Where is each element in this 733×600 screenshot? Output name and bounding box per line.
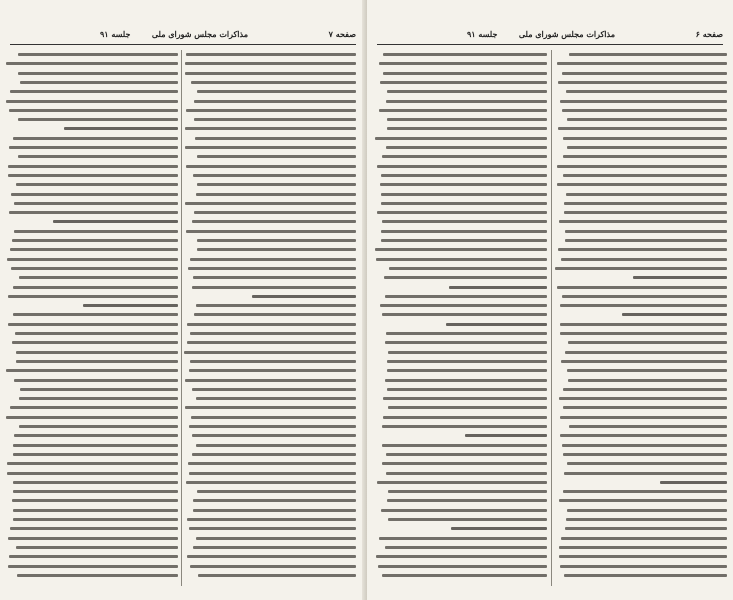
text-line: [196, 304, 356, 307]
text-line: [389, 267, 547, 270]
text-line: [13, 509, 178, 512]
text-line: [386, 332, 547, 335]
text-line: [8, 537, 178, 540]
text-line: [380, 304, 547, 307]
text-line: [8, 323, 178, 326]
text-line: [196, 193, 356, 196]
text-line: [6, 100, 178, 103]
text-line: [567, 509, 727, 512]
text-line: [14, 379, 178, 382]
text-line: [387, 360, 547, 363]
text-line: [197, 239, 356, 242]
text-line: [385, 341, 547, 344]
text-line: [18, 72, 178, 75]
text-line: [565, 239, 727, 242]
text-line: [190, 360, 356, 363]
right-page-column-divider: [551, 50, 552, 586]
text-line: [193, 174, 356, 177]
text-line: [560, 304, 727, 307]
text-line: [558, 248, 727, 251]
text-line: [15, 332, 178, 335]
text-line: [385, 546, 547, 549]
text-line: [186, 109, 356, 112]
text-line: [193, 509, 356, 512]
text-line: [6, 416, 178, 419]
text-line: [387, 369, 547, 372]
text-line: [566, 193, 727, 196]
text-line: [13, 137, 178, 140]
text-line: [9, 211, 178, 214]
text-line: [193, 499, 356, 502]
text-line: [386, 472, 547, 475]
text-line: [6, 369, 178, 372]
text-line: [198, 574, 357, 577]
text-line: [192, 434, 356, 437]
left-page-right-column: [184, 50, 356, 586]
text-line: [381, 239, 547, 242]
text-line: [562, 444, 727, 447]
text-line: [16, 351, 178, 354]
text-line: [10, 248, 178, 251]
text-line: [383, 72, 547, 75]
text-line: [451, 527, 547, 530]
text-line: [387, 118, 547, 121]
text-line: [8, 565, 178, 568]
text-line: [13, 453, 178, 456]
text-line: [560, 100, 727, 103]
text-line: [560, 323, 727, 326]
text-line: [385, 379, 547, 382]
text-line: [387, 388, 547, 391]
text-line: [191, 416, 356, 419]
text-line: [185, 127, 356, 130]
text-line: [19, 425, 178, 428]
text-line: [188, 462, 356, 465]
text-line: [8, 295, 178, 298]
text-line: [383, 416, 547, 419]
text-line: [189, 527, 356, 530]
text-line: [381, 193, 547, 196]
text-line: [7, 258, 178, 261]
text-line: [568, 379, 727, 382]
text-line: [382, 155, 547, 158]
text-line: [563, 388, 727, 391]
text-line: [186, 53, 356, 56]
text-line: [559, 499, 727, 502]
text-line: [379, 537, 547, 540]
text-line: [194, 211, 356, 214]
left-page-column-divider: [181, 50, 182, 586]
text-line: [465, 434, 547, 437]
left-page-session-label: جلسه ۹۱: [100, 29, 131, 39]
right-page-running-title: مذاکرات مجلس شورای ملی: [518, 29, 615, 39]
text-line: [185, 72, 356, 75]
text-line: [187, 323, 356, 326]
text-line: [555, 267, 727, 270]
text-line: [192, 388, 356, 391]
text-line: [385, 295, 548, 298]
text-line: [185, 379, 356, 382]
text-line: [8, 174, 178, 177]
text-line: [557, 183, 727, 186]
text-line: [382, 444, 547, 447]
text-line: [13, 286, 178, 289]
text-line: [562, 72, 727, 75]
text-line: [387, 90, 547, 93]
text-line: [16, 546, 178, 549]
text-line: [192, 286, 356, 289]
text-line: [388, 351, 547, 354]
text-line: [185, 202, 356, 205]
text-line: [252, 295, 356, 298]
text-line: [12, 499, 178, 502]
left-page-header-rule: [10, 44, 356, 45]
text-line: [557, 286, 727, 289]
text-line: [192, 453, 356, 456]
text-line: [387, 499, 547, 502]
text-line: [376, 258, 547, 261]
text-line: [16, 183, 178, 186]
text-line: [381, 230, 547, 233]
text-line: [560, 565, 727, 568]
text-line: [386, 100, 547, 103]
text-line: [9, 146, 178, 149]
text-line: [567, 118, 727, 121]
text-line: [195, 137, 356, 140]
right-page-header-rule: [377, 44, 723, 45]
text-line: [564, 574, 727, 577]
text-line: [189, 369, 356, 372]
text-line: [13, 444, 178, 447]
text-line: [387, 127, 547, 130]
text-line: [193, 276, 356, 279]
text-line: [194, 118, 356, 121]
text-line: [187, 341, 356, 344]
text-line: [388, 490, 547, 493]
text-line: [187, 555, 356, 558]
left-page-running-title: مذاکرات مجلس شورای ملی: [151, 29, 248, 39]
text-line: [379, 109, 547, 112]
text-line: [566, 90, 727, 93]
text-line: [384, 276, 547, 279]
text-line: [559, 220, 727, 223]
text-line: [190, 565, 356, 568]
text-line: [386, 146, 547, 149]
text-line: [6, 62, 178, 65]
text-line: [64, 127, 178, 130]
text-line: [13, 490, 178, 493]
text-line: [197, 90, 356, 93]
text-line: [7, 472, 178, 475]
text-line: [13, 313, 178, 316]
right-page-header: [375, 29, 725, 43]
text-line: [449, 286, 547, 289]
text-line: [9, 555, 178, 558]
text-line: [184, 351, 356, 354]
text-line: [14, 202, 178, 205]
text-line: [562, 295, 727, 298]
text-line: [17, 574, 178, 577]
text-line: [381, 174, 547, 177]
text-line: [660, 481, 727, 484]
text-line: [388, 406, 547, 409]
text-line: [196, 444, 356, 447]
text-line: [7, 462, 178, 465]
text-line: [18, 155, 178, 158]
text-line: [20, 388, 178, 391]
text-line: [187, 518, 356, 521]
text-line: [185, 406, 356, 409]
text-line: [197, 183, 356, 186]
text-line: [197, 248, 356, 251]
text-line: [380, 183, 547, 186]
right-page-session-label: جلسه ۹۱: [467, 29, 498, 39]
right-page-number: صفحه ۶: [695, 29, 723, 39]
text-line: [386, 453, 547, 456]
text-line: [565, 351, 727, 354]
text-line: [10, 90, 178, 93]
text-line: [197, 490, 356, 493]
text-line: [190, 258, 356, 261]
text-line: [561, 360, 727, 363]
text-line: [375, 248, 547, 251]
text-line: [186, 481, 357, 484]
text-line: [8, 165, 178, 168]
text-line: [18, 53, 178, 56]
text-line: [567, 462, 727, 465]
text-line: [378, 565, 547, 568]
text-line: [12, 239, 178, 242]
text-line: [193, 546, 356, 549]
text-line: [382, 425, 547, 428]
text-line: [19, 397, 178, 400]
text-line: [20, 81, 178, 84]
text-line: [83, 304, 178, 307]
left-page-header: [8, 29, 358, 43]
left-page-left-column: [6, 50, 178, 586]
text-line: [561, 537, 727, 540]
text-line: [633, 276, 727, 279]
text-line: [557, 165, 727, 168]
text-line: [563, 406, 727, 409]
text-line: [189, 472, 356, 475]
text-line: [558, 127, 727, 130]
text-line: [622, 313, 727, 316]
text-line: [558, 81, 728, 84]
text-line: [197, 155, 356, 158]
text-line: [382, 220, 547, 223]
text-line: [561, 258, 727, 261]
text-line: [564, 211, 727, 214]
text-line: [381, 509, 547, 512]
text-line: [9, 109, 178, 112]
text-line: [563, 137, 727, 140]
text-line: [559, 555, 727, 558]
text-line: [19, 276, 178, 279]
text-line: [189, 425, 356, 428]
text-line: [194, 100, 356, 103]
text-line: [14, 434, 178, 437]
text-line: [188, 267, 356, 270]
text-line: [560, 434, 727, 437]
text-line: [381, 202, 547, 205]
text-line: [569, 53, 727, 56]
text-line: [376, 555, 547, 558]
text-line: [13, 518, 178, 521]
text-line: [559, 546, 727, 549]
text-line: [564, 472, 727, 475]
text-line: [380, 81, 547, 84]
left-page: [0, 0, 366, 600]
text-line: [16, 360, 178, 363]
text-line: [377, 211, 547, 214]
text-line: [375, 137, 547, 140]
text-line: [194, 313, 356, 316]
text-line: [377, 165, 547, 168]
text-line: [191, 81, 356, 84]
left-page-number: صفحه ۷: [328, 29, 356, 39]
right-page-right-column: [555, 50, 727, 586]
text-line: [565, 527, 727, 530]
text-line: [383, 397, 547, 400]
text-line: [377, 481, 547, 484]
text-line: [10, 406, 178, 409]
text-line: [11, 267, 178, 270]
text-line: [566, 518, 727, 521]
text-line: [190, 332, 356, 335]
text-line: [565, 230, 727, 233]
text-line: [563, 155, 727, 158]
text-line: [192, 220, 356, 223]
text-line: [560, 332, 727, 335]
text-line: [10, 527, 178, 530]
right-page: [367, 0, 733, 600]
text-line: [446, 323, 547, 326]
text-line: [185, 62, 356, 65]
text-line: [562, 109, 727, 112]
text-line: [559, 397, 727, 400]
text-line: [567, 146, 727, 149]
text-line: [563, 174, 727, 177]
text-line: [563, 490, 727, 493]
text-line: [186, 230, 356, 233]
text-line: [563, 453, 727, 456]
text-line: [382, 313, 547, 316]
text-line: [185, 146, 356, 149]
text-line: [383, 53, 547, 56]
text-line: [53, 220, 178, 223]
text-line: [568, 341, 727, 344]
text-line: [13, 481, 178, 484]
text-line: [186, 165, 356, 168]
text-line: [379, 62, 547, 65]
text-line: [12, 341, 178, 344]
text-line: [196, 397, 356, 400]
text-line: [567, 369, 727, 372]
right-page-left-column: [375, 50, 547, 586]
text-line: [14, 230, 178, 233]
text-line: [196, 537, 356, 540]
text-line: [569, 425, 727, 428]
text-line: [18, 118, 178, 121]
text-line: [564, 202, 727, 205]
text-line: [557, 62, 727, 65]
text-line: [382, 574, 547, 577]
text-line: [560, 416, 727, 419]
text-line: [382, 462, 547, 465]
text-line: [388, 518, 547, 521]
text-line: [11, 193, 178, 196]
